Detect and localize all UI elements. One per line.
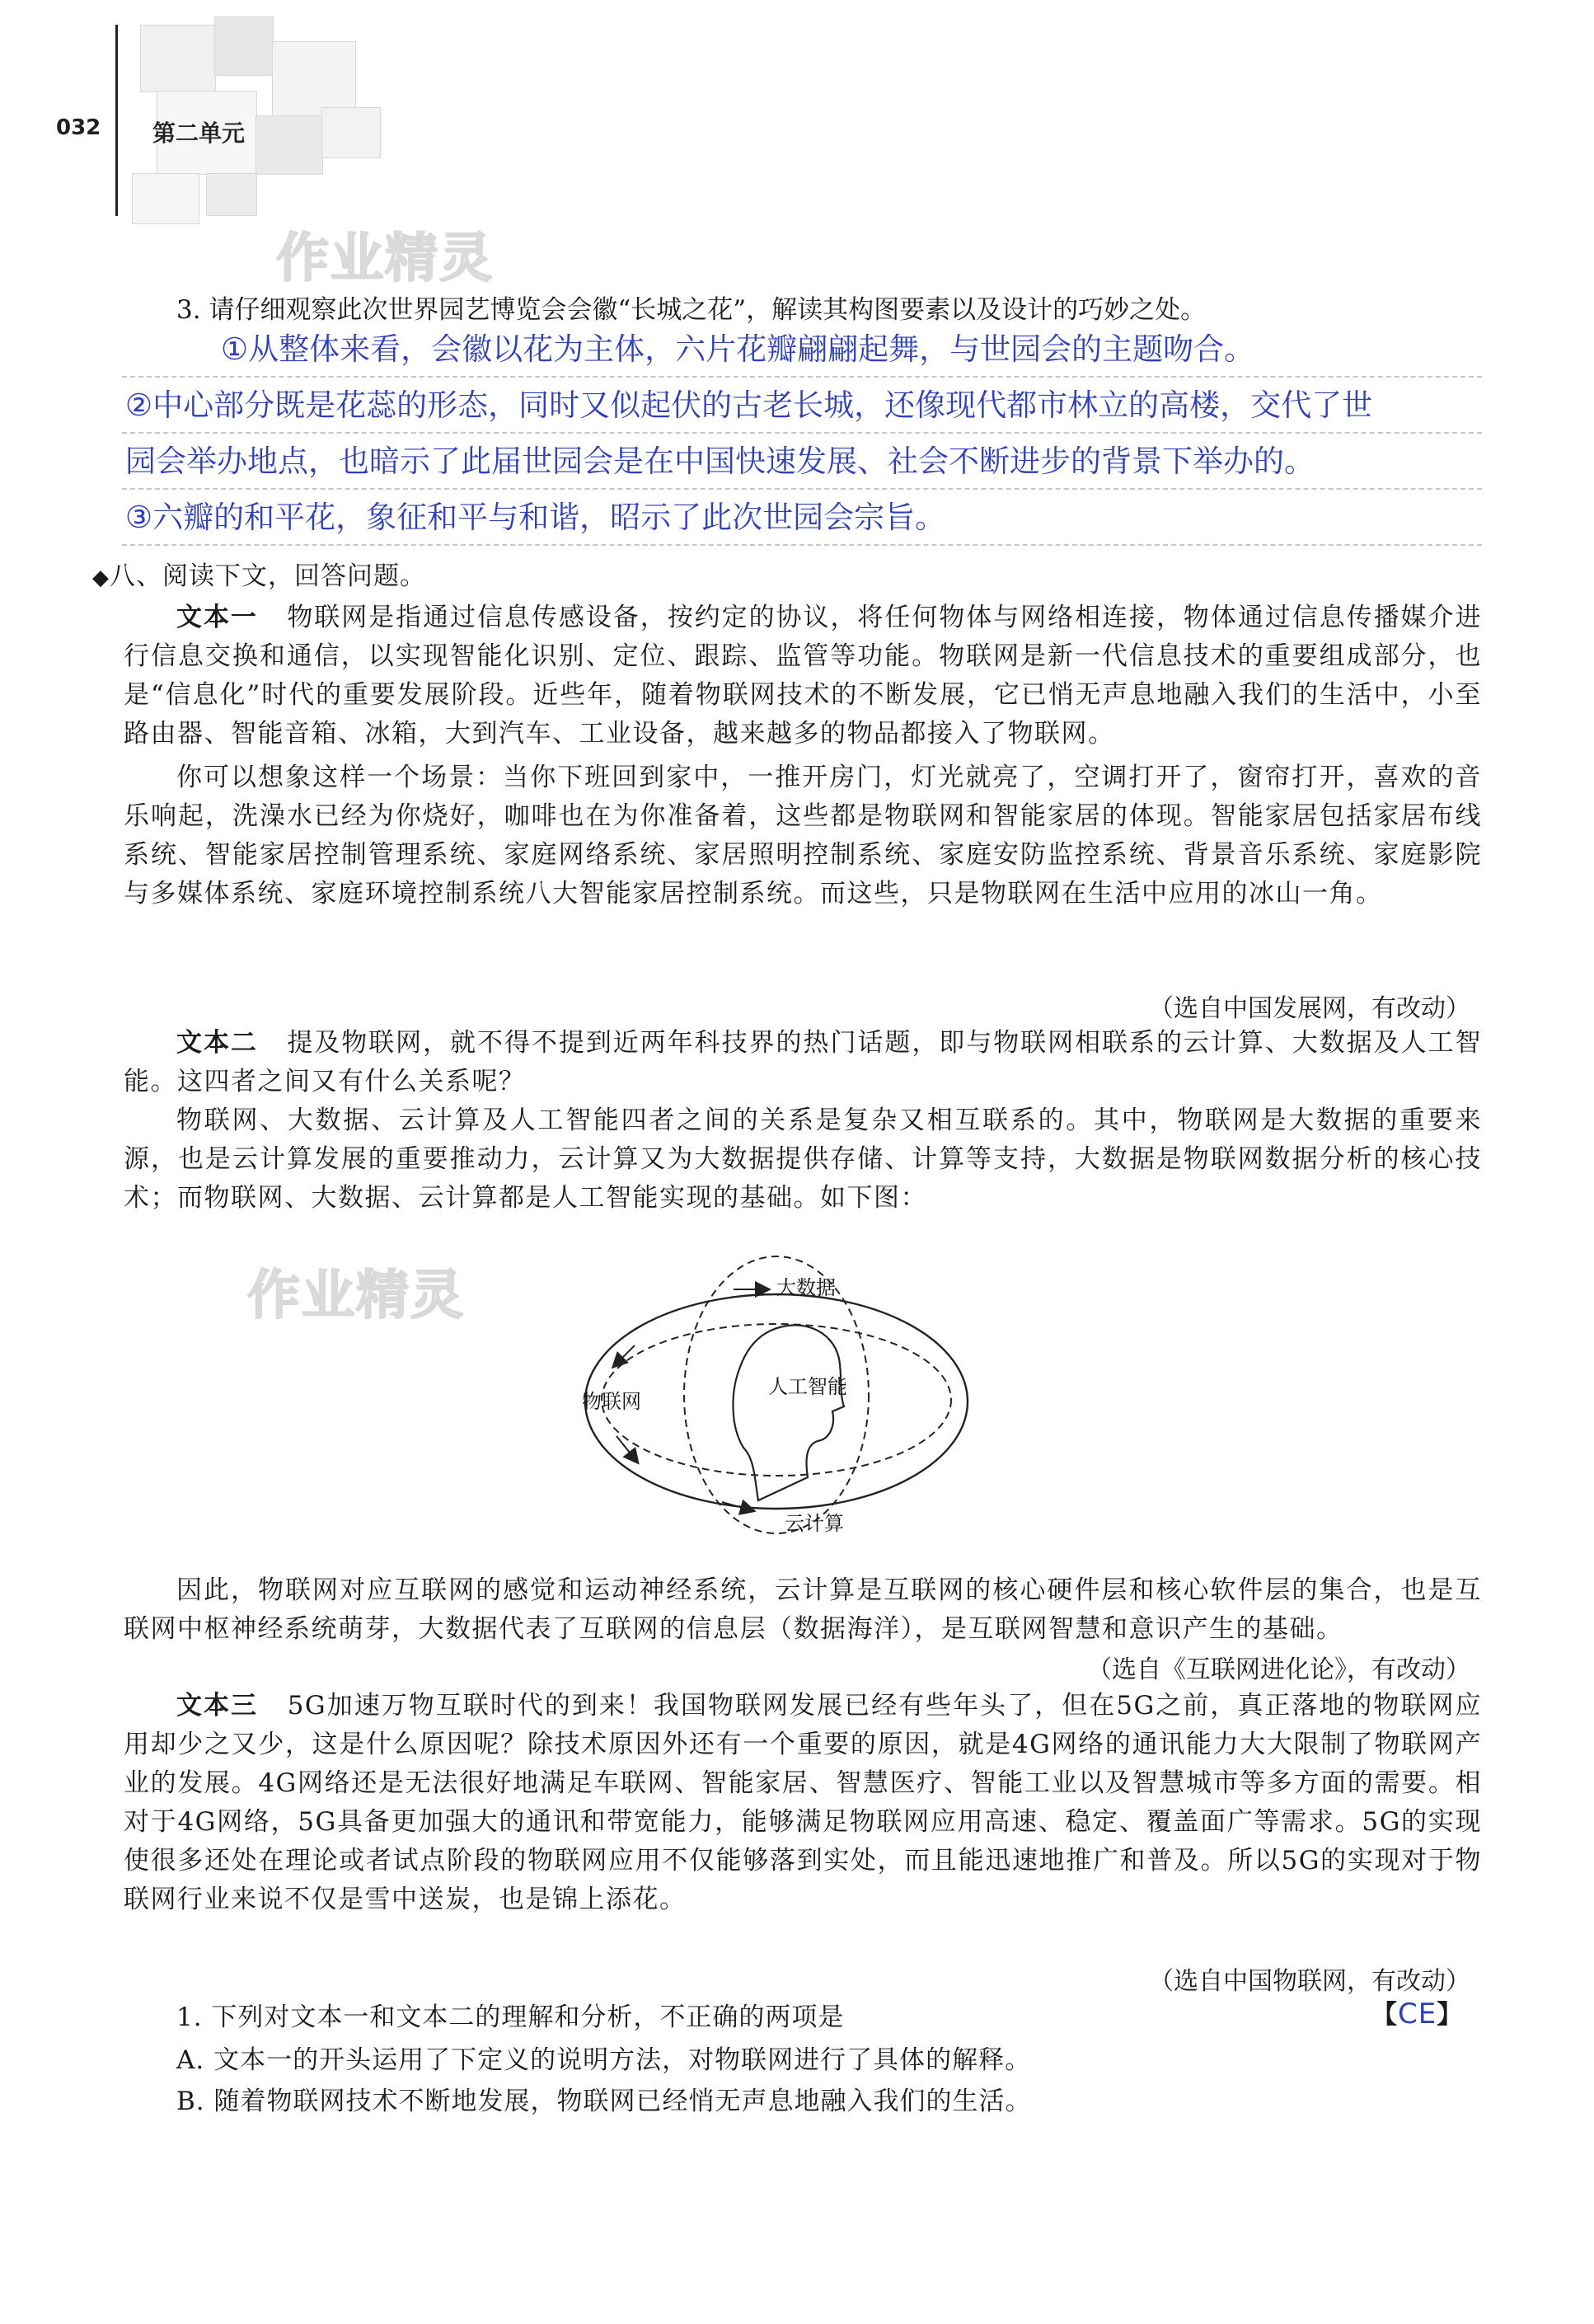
option-a: A. 文本一的开头运用了下定义的说明方法，对物联网进行了具体的解释。 bbox=[176, 2045, 1032, 2075]
text1-source: （选自中国发展网，有改动） bbox=[1149, 994, 1470, 1023]
section-heading bbox=[92, 557, 426, 597]
diagram-arrow bbox=[722, 1502, 752, 1510]
text2-paragraph-1: 文本二 提及物联网，就不得不提到近两年科技界的热门话题，即与物联网相联系的云计算、大数据及人工智能。这四者之间又有什么关系呢？ bbox=[124, 1028, 1482, 1096]
diamond-bullet-icon: ◆ bbox=[92, 566, 110, 590]
text2-paragraph-2: 物联网、大数据、云计算及人工智能四者之间的关系是复杂又相互联系的。其中，物联网是大数据的重要来源，也是云计算发展的重要推动力，云计算又为大数据提供存储、计算等支持，大数据是物联网数据分析的核心技术；而物联网、大数据、云计算都是人工智能实现的基础。如下图： bbox=[124, 1106, 1482, 1213]
page-number: 032 bbox=[56, 115, 101, 140]
text2-paragraph-3: 因此，物联网对应互联网的感觉和运动神经系统，云计算是互联网的核心硬件层和核心软件层的集合，也是互联网中枢神经系统萌芽，大数据代表了互联网的信息层（数据海洋），是互联网智慧和意识产生的基础。 bbox=[124, 1575, 1482, 1644]
relationship-diagram bbox=[560, 1253, 989, 1550]
answer-line: ②中心部分既是花蕊的形态，同时又似起伏的古老长城，还像现代都市林立的高楼，交代了世 bbox=[125, 387, 1373, 423]
watermark: 作业精灵 bbox=[276, 228, 494, 289]
diagram-dashed-horizontal bbox=[602, 1324, 951, 1476]
question-1: 1. 下列对文本一和文本二的理解和分析，不正确的两项是 bbox=[176, 2002, 845, 2032]
text1-paragraph-1: 文本一 物联网是指通过信息传感设备，按约定的协议，将任何物体与网络相连接，物体通过信息传播媒介进行信息交换和通信，以实现智能化识别、定位、跟踪、监管等功能。物联网是新一代信息技术的重要组成部分，也是“信息化”时代的重要发展阶段。近些年，随着物联网技术的不断发展，它已悄无声息地融入我们的生活中，小至路由器、智能音箱、冰箱，大到汽车、工业设备，越来越多的物品都接入了物联网。 bbox=[124, 603, 1482, 749]
answer-rule bbox=[122, 488, 1482, 490]
text2-label: 文本二 bbox=[176, 1028, 258, 1058]
text2-source: （选自《互联网进化论》，有改动） bbox=[1087, 1655, 1470, 1684]
section-heading-text: 八、阅读下文，回答问题。 bbox=[110, 561, 426, 591]
answer-bracket: 【CE】 bbox=[1371, 1998, 1464, 2031]
text1-label: 文本一 bbox=[176, 603, 258, 632]
answer-ce: CE bbox=[1398, 1998, 1437, 2031]
answer-line: ③六瓣的和平花，象征和平与和谐，昭示了此次世园会宗旨。 bbox=[125, 500, 946, 535]
text1-paragraph-2: 你可以想象这样一个场景：当你下班回到家中，一推开房门，灯光就亮了，空调打开了，窗帘打开，喜欢的音乐响起，洗澡水已经为你烧好，咖啡也在为你准备着，这些都是物联网和智能家居的体现。智能家居包括家居布线系统、智能家居控制管理系统、家庭网络系统、家居照明控制系统、家庭安防监控系统、背景音乐系统、家庭影院与多媒体系统、家庭环境控制系统八大智能家居控制系统。而这些，只是物联网在生活中应用的冰山一角。 bbox=[124, 763, 1482, 908]
question-3: 3. 请仔细观察此次世界园艺博览会会徽“长城之花”，解读其构图要素以及设计的巧妙之处。 bbox=[176, 295, 1207, 325]
answer-rule bbox=[122, 376, 1482, 378]
answer-line: 园会举办地点，也暗示了此届世园会是在中国快速发展、社会不断进步的背景下举办的。 bbox=[125, 444, 1315, 479]
option-b: B. 随着物联网技术不断地发展，物联网已经悄无声息地融入我们的生活。 bbox=[176, 2087, 1032, 2116]
answer-line: ①从整体来看，会徽以花为主体，六片花瓣翩翩起舞，与世园会的主题吻合。 bbox=[221, 331, 1255, 367]
text3-label: 文本三 bbox=[176, 1691, 259, 1721]
text3-source: （选自中国物联网，有改动） bbox=[1149, 1967, 1470, 1996]
diagram-label-cloud: 云计算 bbox=[785, 1512, 844, 1535]
answer-rule bbox=[122, 544, 1482, 546]
diagram-head-silhouette bbox=[733, 1325, 844, 1500]
answer-rule bbox=[122, 432, 1482, 434]
diagram-label-iot: 物联网 bbox=[582, 1390, 641, 1413]
text3-paragraph-1: 文本三 5G加速万物互联时代的到来！我国物联网发展已经有些年头了，但在5G之前，真正落地的物联网应用却少之又少，这是什么原因呢？除技术原因外还有一个重要的原因，就是4G网络的通讯能力大大限制了物联网产业的发展。4G网络还是无法很好地满足车联网、智能家居、智慧医疗、智能工业以及智慧城市等多方面的需要。相对于4G网络，5G具备更加强大的通讯和带宽能力，能够满足物联网应用高速、稳定、覆盖面广等需求。5G的实现使很多还处在理论或者试点阶段的物联网应用不仅能够落到实处，而且能迅速地推广和普及。所以5G的实现对于物联网行业来说不仅是雪中送炭，也是锦上添花。 bbox=[124, 1691, 1482, 1914]
diagram-arrow bbox=[617, 1436, 636, 1461]
diagram-label-big-data: 大数据 bbox=[776, 1276, 836, 1299]
unit-title: 第二单元 bbox=[152, 120, 246, 147]
diagram-arrow bbox=[615, 1345, 635, 1365]
watermark: 作业精灵 bbox=[247, 1265, 465, 1326]
diagram-label-ai: 人工智能 bbox=[768, 1375, 847, 1398]
header-divider bbox=[115, 25, 118, 216]
